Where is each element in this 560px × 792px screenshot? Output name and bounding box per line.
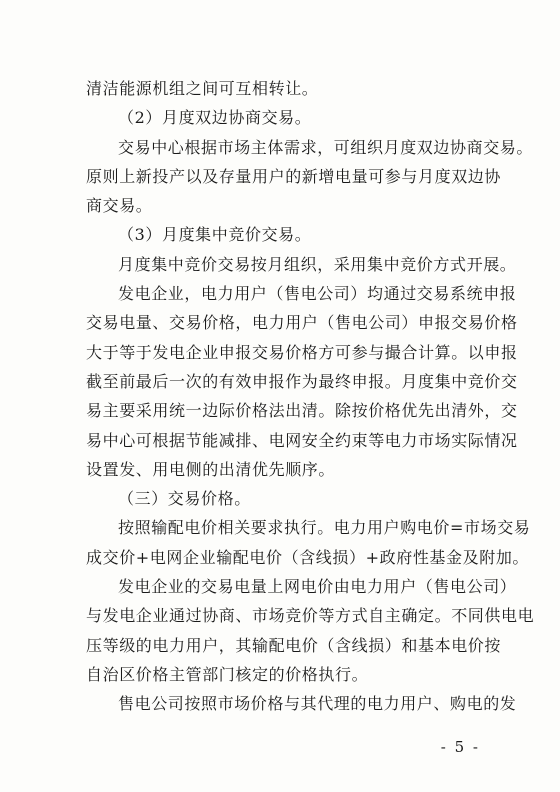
text-line: 按照输配电价相关要求执行。电力用户购电价=市场交易 (118, 518, 531, 538)
text-line: 交易电量、交易价格，电力用户（售电公司）申报交易价格 (86, 313, 518, 333)
text-line: 商交易。 (86, 196, 153, 216)
text-line: 易中心可根据节能减排、电网安全约束等电力市场实际情况 (86, 430, 518, 450)
text-line: 交易中心根据市场主体需求，可组织月度双边协商交易。 (118, 137, 534, 157)
document-body (86, 74, 535, 719)
text-line: 与发电企业通过协商、市场竞价等方式自主确定。不同供电电 (86, 606, 535, 626)
text-line: 设置发、用电侧的出清优先顺序。 (86, 459, 336, 479)
text-line: 成交价+电网企业输配电价（含线损）+政府性基金及附加。 (86, 547, 530, 567)
text-line: 售电公司按照市场价格与其代理的电力用户、购电的发 (118, 694, 517, 714)
page-number: - 5 - (440, 738, 480, 756)
section-heading: （三）交易价格。 (118, 489, 251, 509)
section-heading: （3）月度集中竞价交易。 (118, 225, 312, 245)
text-line: 易主要采用统一边际价格法出清。除按价格优先出清外，交 (86, 401, 518, 421)
text-line: 发电企业，电力用户（售电公司）均通过交易系统申报 (118, 284, 517, 304)
text-line: 清洁能源机组之间可互相转让。 (86, 79, 319, 98)
text-line: 原则上新投产以及存量用户的新增电量可参与月度双边协 (86, 166, 502, 186)
text-line: 月度集中竞价交易按月组织，采用集中竞价方式开展。 (118, 254, 517, 274)
text-line: 大于等于发电企业申报交易价格方可参与撮合计算。以申报 (86, 342, 518, 362)
text-line: 压等级的电力用户，其输配电价（含线损）和基本电价按 (86, 635, 502, 655)
section-heading: （2）月度双边协商交易。 (118, 108, 312, 128)
text-line: 发电企业的交易电量上网电价由电力用户（售电公司） (118, 577, 517, 597)
text-line: 自治区价格主管部门核定的价格执行。 (86, 664, 369, 684)
text-line: 截至前最后一次的有效申报作为最终申报。月度集中竞价交 (86, 371, 518, 391)
